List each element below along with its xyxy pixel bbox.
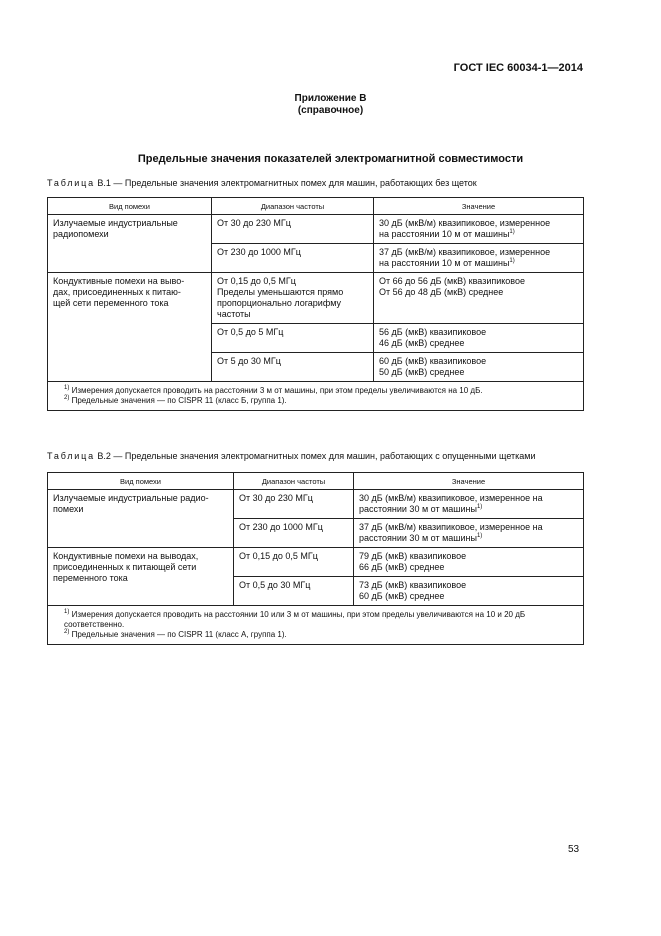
- cell-line: 46 дБ (мкВ) среднее: [379, 338, 465, 348]
- cell-line: расстоянии 30 м от машины$^{1)}$: [359, 504, 483, 514]
- table1-caption-text: В.1 — Предельные значения электромагнитных помех для машин, работающих без щеток: [97, 178, 477, 188]
- frequency-range-cell: [212, 244, 374, 273]
- footnote-text: Измерения допускается проводить на расстоянии 3 м от машины, при этом пределы увеличиваются на 10 дБ.: [71, 386, 483, 395]
- appendix-note: (справочное): [297, 105, 364, 116]
- footnote: [54, 610, 577, 630]
- cell-line: пропорционально логарифму: [217, 298, 342, 308]
- frequency-range-cell: [234, 577, 354, 606]
- cell-line: От 0,5 до 5 МГц: [217, 327, 284, 337]
- table2-caption-text: В.2 — Предельные значения электромагнитных помех для машин, работающих с опущенными щетками: [97, 451, 536, 461]
- column-header: Диапазон частоты: [212, 198, 374, 215]
- limit-value-cell: [374, 215, 584, 244]
- cell-line: переменного тока: [53, 573, 128, 583]
- cell-line: Кондуктивные помехи на выво-: [53, 276, 185, 286]
- cell-line: От 30 до 230 МГц: [239, 493, 313, 503]
- footnote-mark: 1): [476, 504, 483, 510]
- footnote-mark: 1): [476, 533, 483, 539]
- cell-line: присоединенных к питающей сети: [53, 562, 197, 572]
- frequency-range-cell: [234, 519, 354, 548]
- table1-caption: [47, 178, 477, 188]
- appendix-title: Приложение В: [294, 93, 367, 104]
- cell-line: 73 дБ (мкВ) квазипиковое: [359, 580, 467, 590]
- interference-type-cell: [48, 490, 234, 548]
- cell-line: на расстоянии 10 м от машины$^{1)}$: [379, 258, 515, 268]
- footnote-text: Предельные значения — по CISPR 11 (класс А, группа 1).: [71, 630, 287, 639]
- cell-line: 37 дБ (мкВ/м) квазипиковое, измеренное на: [359, 522, 543, 532]
- limit-value-cell: [354, 577, 584, 606]
- table-row: [48, 215, 584, 244]
- footnote: [54, 396, 577, 406]
- footnote-row: [48, 606, 584, 645]
- footnote-mark: 1): [509, 258, 515, 264]
- frequency-range-cell: [212, 324, 374, 353]
- interference-type-cell: [48, 215, 212, 273]
- limit-value-cell: [374, 324, 584, 353]
- cell-line: От 230 до 1000 МГц: [217, 247, 301, 257]
- table1-caption-prefix: Таблица: [47, 178, 95, 188]
- footnote-mark: 1): [64, 609, 70, 615]
- limit-value-cell: [354, 490, 584, 519]
- interference-type-cell: [48, 548, 234, 606]
- footnote: [54, 630, 577, 640]
- cell-line: 66 дБ (мкВ) среднее: [359, 562, 445, 572]
- footnote-mark: 2): [64, 629, 70, 635]
- cell-line: От 0,5 до 30 МГц: [239, 580, 311, 590]
- table1: [47, 197, 584, 411]
- cell-line: 79 дБ (мкВ) квазипиковое: [359, 551, 467, 561]
- cell-line: Излучаемые индустриальные: [53, 218, 178, 228]
- table2: [47, 472, 584, 645]
- cell-line: помехи: [53, 504, 84, 514]
- frequency-range-cell: [212, 353, 374, 382]
- cell-line: От 30 до 230 МГц: [217, 218, 291, 228]
- limit-value-cell: [354, 548, 584, 577]
- footnote: [54, 386, 577, 396]
- table1-header-row: [48, 198, 584, 215]
- column-header: Вид помехи: [48, 198, 212, 215]
- cell-line: От 0,15 до 0,5 МГц: [239, 551, 318, 561]
- table2-caption: [47, 451, 536, 461]
- footnote-mark: 1): [64, 385, 70, 391]
- cell-line: От 230 до 1000 МГц: [239, 522, 323, 532]
- table-row: [48, 548, 584, 577]
- table2-header-row: [48, 473, 584, 490]
- cell-line: 37 дБ (мкВ/м) квазипиковое, измеренное: [379, 247, 551, 257]
- section-title: Предельные значения показателей электромагнитной совместимости: [137, 153, 524, 165]
- cell-line: 30 дБ (мкВ/м) квазипиковое, измеренное: [379, 218, 551, 228]
- footnote-mark: 2): [64, 395, 70, 401]
- cell-line: От 56 до 48 дБ (мкВ) среднее: [379, 287, 504, 297]
- cell-line: Кондуктивные помехи на выводах,: [53, 551, 199, 561]
- frequency-range-cell: [234, 490, 354, 519]
- limit-value-cell: [374, 273, 584, 324]
- footnote-text: Измерения допускается проводить на расстоянии 10 или 3 м от машины, при этом пределы увеличиваются на 10 и 20 дБ соответственно.: [64, 610, 526, 629]
- cell-line: От 5 до 30 МГц: [217, 356, 281, 366]
- cell-line: Излучаемые индустриальные радио-: [53, 493, 209, 503]
- frequency-range-cell: [212, 215, 374, 244]
- cell-line: От 0,15 до 0,5 МГц: [217, 276, 296, 286]
- cell-line: Пределы уменьшаются прямо: [217, 287, 344, 297]
- cell-line: дах, присоединенных к питаю-: [53, 287, 181, 297]
- footnote-mark: 1): [509, 229, 515, 235]
- table2-caption-prefix: Таблица: [47, 451, 95, 461]
- limit-value-cell: [374, 244, 584, 273]
- cell-line: 50 дБ (мкВ) среднее: [379, 367, 465, 377]
- page-number: 53: [568, 844, 580, 855]
- cell-line: на расстоянии 10 м от машины$^{1)}$: [379, 229, 515, 239]
- cell-line: 60 дБ (мкВ) среднее: [359, 591, 445, 601]
- cell-line: щей сети переменного тока: [53, 298, 169, 308]
- frequency-range-cell: [212, 273, 374, 324]
- footnotes-cell: [48, 382, 584, 411]
- column-header: Значение: [354, 473, 584, 490]
- cell-line: 56 дБ (мкВ) квазипиковое: [379, 327, 487, 337]
- column-header: Значение: [374, 198, 584, 215]
- interference-type-cell: [48, 273, 212, 382]
- table-row: [48, 490, 584, 519]
- cell-line: расстоянии 30 м от машины$^{1)}$: [359, 533, 483, 543]
- cell-line: 30 дБ (мкВ/м) квазипиковое, измеренное на: [359, 493, 543, 503]
- column-header: Диапазон частоты: [234, 473, 354, 490]
- appendix-heading: [0, 93, 661, 117]
- footnotes-cell: [48, 606, 584, 645]
- footnote-row: [48, 382, 584, 411]
- column-header: Вид помехи: [48, 473, 234, 490]
- cell-line: От 66 до 56 дБ (мкВ) квазипиковое: [379, 276, 525, 286]
- limit-value-cell: [374, 353, 584, 382]
- frequency-range-cell: [234, 548, 354, 577]
- limit-value-cell: [354, 519, 584, 548]
- document-code: ГОСТ IEC 60034-1—2014: [453, 62, 583, 74]
- table-row: [48, 273, 584, 324]
- footnote-text: Предельные значения — по CISPR 11 (класс Б, группа 1).: [71, 396, 287, 405]
- cell-line: 60 дБ (мкВ) квазипиковое: [379, 356, 487, 366]
- cell-line: радиопомехи: [53, 229, 109, 239]
- cell-line: частоты: [217, 309, 251, 319]
